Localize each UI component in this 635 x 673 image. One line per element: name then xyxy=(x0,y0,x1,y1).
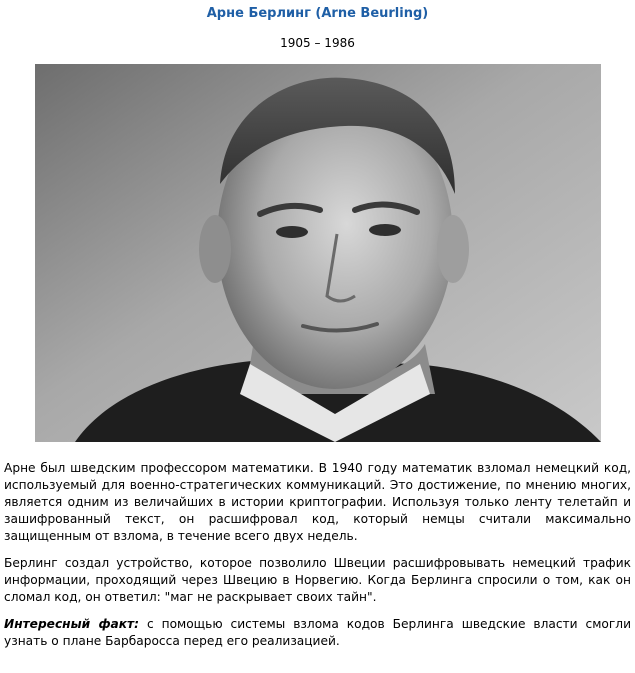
fact-text: с помощью системы взлома кодов Берлинга шведские власти смогли узнать о плане Барбаросса перед его реализацией. xyxy=(4,617,631,648)
person-portrait-photo xyxy=(35,64,601,442)
left-ear xyxy=(199,215,231,283)
portrait-photo xyxy=(35,64,601,442)
right-ear xyxy=(437,215,469,283)
article-body xyxy=(4,460,631,660)
paragraph-biography: Арне был шведским профессором математики. В 1940 году математик взломал немецкий код, используемый для военно-стратегических коммуникаций. Это достижение, по мнению многих, является одним из величайших в истории криптографии. Используя только ленту телетайп и зашифрованный текст, он расшифровал код, который немцы считали максимально защищенным от взлома, в течение всего двух недель. xyxy=(4,461,631,543)
life-years: 1905 – 1986 xyxy=(280,36,355,50)
paragraph-fact xyxy=(4,616,631,650)
page-title: Арне Берлинг (Arne Beurling) xyxy=(206,6,429,21)
paragraph-device: Берлинг создал устройство, которое позволило Швеции расшифровывать немецкий трафик информации, проходящий через Швецию в Норвегию. Когда Берлинга спросили о том, как он сломал код, он ответил: "маг не раскрывает своих тайн". xyxy=(4,556,631,604)
fact-label: Интересный факт: xyxy=(4,617,139,631)
